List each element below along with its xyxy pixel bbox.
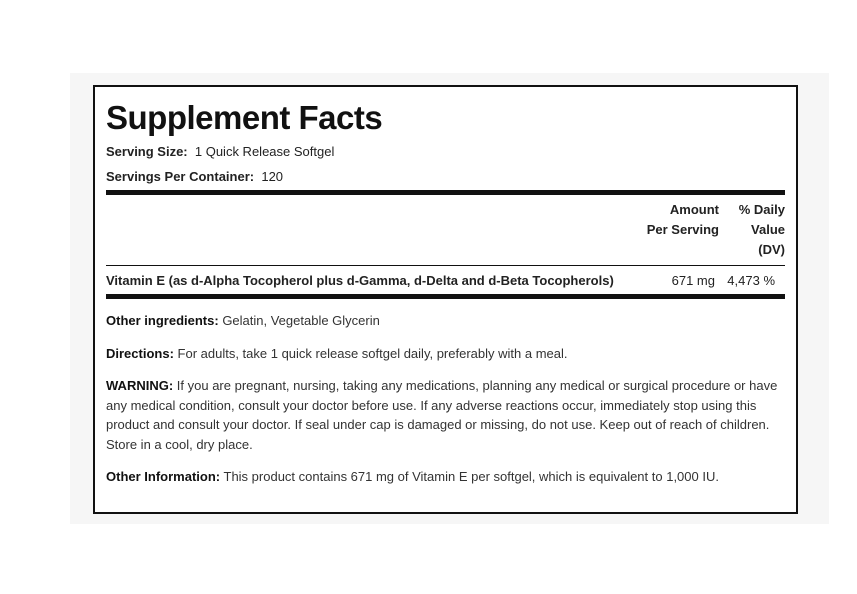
rule-header <box>106 265 785 266</box>
panel-title: Supplement Facts <box>106 99 383 136</box>
other-ingredients-text: Gelatin, Vegetable Glycerin <box>222 313 380 328</box>
warning-label: WARNING: <box>106 378 174 393</box>
serving-size-row <box>106 144 334 160</box>
servings-per-container-row <box>106 169 283 185</box>
other-information <box>106 467 785 487</box>
directions <box>106 344 785 364</box>
nutrient-daily-value: 4,473 % <box>727 273 775 288</box>
nutrient-amount: 671 mg <box>671 273 715 288</box>
rule-top <box>106 190 785 195</box>
servings-per-container-label: Servings Per Container: <box>106 169 255 184</box>
amount-header-line1: Amount <box>669 202 719 217</box>
directions-label: Directions: <box>106 346 174 361</box>
other-information-label: Other Information: <box>106 469 221 484</box>
rule-bottom <box>106 294 785 299</box>
dv-header-line1: % Daily <box>738 202 785 217</box>
dv-header-line2: Value <box>751 222 785 237</box>
amount-per-serving-header <box>647 200 719 240</box>
dv-header-line3: (DV) <box>758 242 785 257</box>
amount-header-line2: Per Serving <box>646 222 719 237</box>
serving-size-value: 1 Quick Release Softgel <box>194 144 335 159</box>
nutrient-name: Vitamin E (as d-Alpha Tocopherol plus d-Gamma, d-Delta and d-Beta Tocopherols) <box>106 273 614 288</box>
serving-size-label: Serving Size: <box>106 144 188 159</box>
warning-text: If you are pregnant, nursing, taking any medications, planning any medical or surgical procedure or have any medical condition, consult your doctor before use. If any adverse reactions occur, immediately stop using this product and consult your doctor. If seal under cap is damaged or missing, do not use. Keep out of reach of children. Store in a cool, dry place. <box>106 378 778 452</box>
supplement-facts-panel <box>93 85 798 514</box>
other-information-text: This product contains 671 mg of Vitamin E per softgel, which is equivalent to 1,000 IU. <box>223 469 719 484</box>
other-ingredients <box>106 311 785 331</box>
other-ingredients-label: Other ingredients: <box>106 313 219 328</box>
daily-value-header <box>739 200 785 260</box>
servings-per-container-value: 120 <box>261 169 284 184</box>
warning <box>106 376 785 454</box>
directions-text: For adults, take 1 quick release softgel daily, preferably with a meal. <box>177 346 568 361</box>
